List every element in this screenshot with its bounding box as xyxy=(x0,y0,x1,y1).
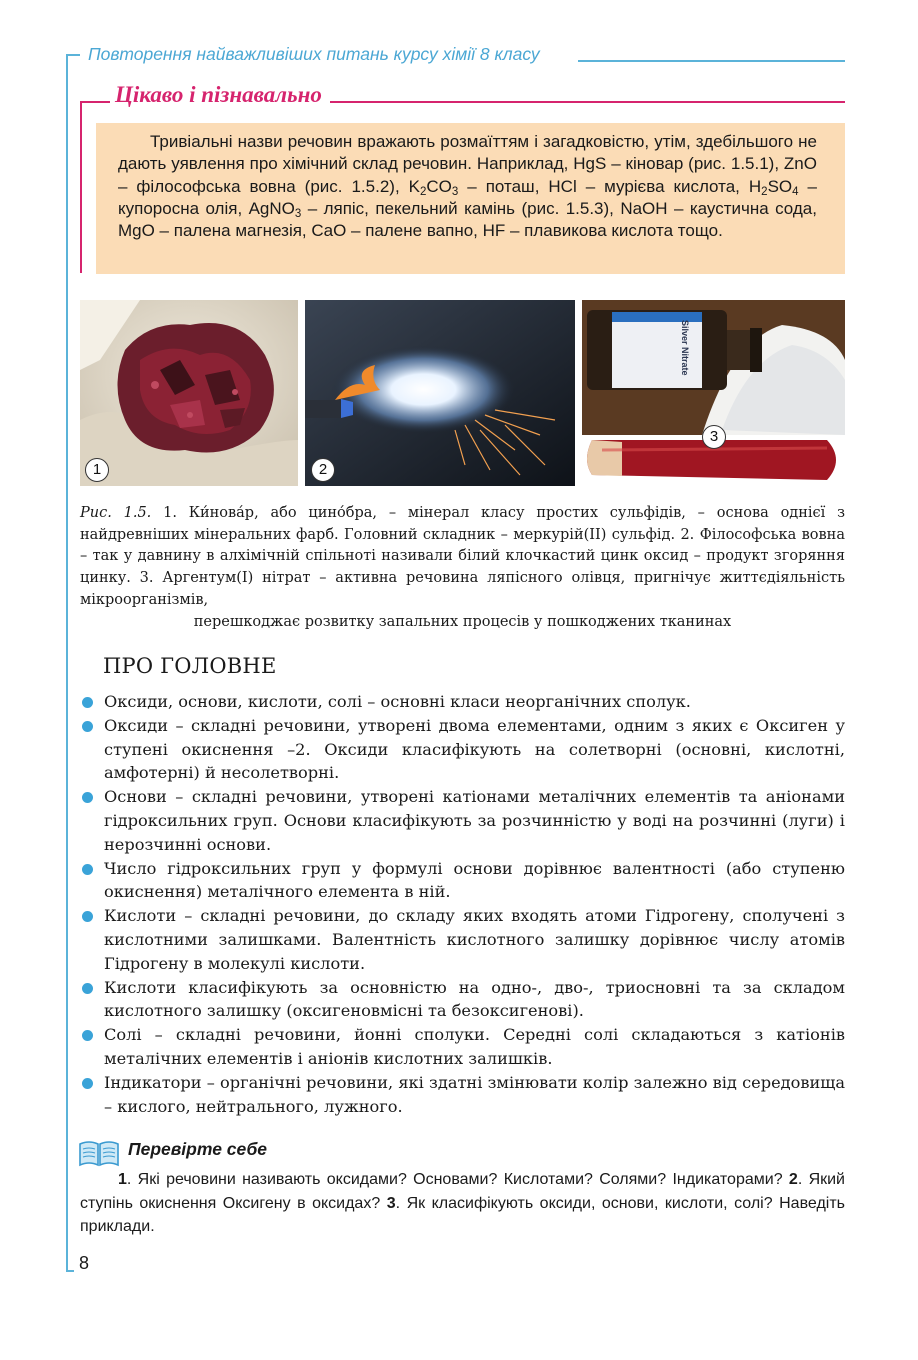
running-header: Повторення найважливіших питань курсу хімії 8 класу xyxy=(88,44,540,64)
section-title-underline-right xyxy=(330,101,845,103)
bullet-icon xyxy=(82,864,93,875)
summary-list xyxy=(80,690,845,1118)
caption-label: Рис. 1.5. xyxy=(80,505,152,521)
bullet-icon xyxy=(82,911,93,922)
summary-item: Солі – складні речовини, йонні сполуки. Середні солі складаються з катіонів металічних елементів і аніонів кислотних залишків. xyxy=(80,1023,845,1071)
bullet-icon xyxy=(82,1078,93,1089)
summary-item: Оксиди, основи, кислоти, солі – основні класи неорганічних сполук. xyxy=(80,690,845,714)
bullet-icon xyxy=(82,1030,93,1041)
photo-2-number: 2 xyxy=(311,458,335,482)
figure-caption xyxy=(80,503,845,633)
photo-zinc-burning xyxy=(305,300,575,486)
summary-item: Число гідроксильних груп у формулі основи дорівнює валентності (або ступеню окиснення) металічного елемента в ній. xyxy=(80,857,845,905)
fact-text: Тривіальні назви речовин вражають розмаїттям і загадковістю, утім, здебільшого не дають уявлення про хімічний склад речовин. Наприклад, HgS – кіновар (рис. 1.5.1), ZnO – філософська вовна (рис. 1.5.2), $K_2CO_3$ – поташ, HCl – мурієва кислота, $H_2SO_4$ – купоросна олія, AgNO$_3$ – ляпіс, пекельний камінь (рис. 1.5.3), NaOH – каустична сода, MgO – палена магнезія, CaO – палене вапно, HF – плавикова кислота тощо. xyxy=(118,132,817,241)
summary-heading: ПРО ГОЛОВНЕ xyxy=(103,654,277,678)
open-book-icon xyxy=(78,1139,120,1167)
section-title: Цікаво і пізнавально xyxy=(115,82,322,107)
summary-item: Оксиди – складні речовини, утворені двома елементами, одним з яких є Оксиген у ступені окиснення –2. Оксиди класифікують на солетворні (основні, кислотні, амфотерні) й несолетворні. xyxy=(80,714,845,785)
silver-nitrate-illustration xyxy=(582,300,845,486)
bullet-icon xyxy=(82,792,93,803)
bottle-label: Silver Nitrate xyxy=(680,320,690,376)
summary-item: Кислоти – складні речовини, до складу яких входять атоми Гідрогену, сполучені з кислотними залишками. Валентність кислотного залишку дорівнює числу атомів Гідрогену в молекулі кислоти. xyxy=(80,904,845,975)
bullet-icon xyxy=(82,721,93,732)
summary-item: Індикатори – органічні речовини, які здатні змінювати колір залежно від середовища – кислого, нейтрального, лужного. xyxy=(80,1071,845,1119)
frame-bottom-tick xyxy=(66,1270,74,1272)
frame-left-line xyxy=(66,54,68,1272)
photo-3-number: 3 xyxy=(702,425,726,449)
section-left-bar xyxy=(80,101,82,273)
photo-silver-nitrate xyxy=(582,300,845,486)
frame-top-right-line xyxy=(578,60,845,62)
caption-last-line: перешкоджає розвитку запальних процесів у пошкоджених тканинах xyxy=(193,613,732,630)
caption-body: 1. Ки́нова́р, або цино́бра, – мінерал класу простих сульфідів, – основа однієї з найдревніших мінеральних фарб. Головний складник – меркурій(II) сульфід. 2. Філософська вовна – так у давнину в алхімічній спільноті називали білий клочкастий цинк оксид – продукт згоряння цинку. 3. Аргентум(I) нітрат – активна речовина ляпісного олівця, пригнічує життєдіяльність мікроорганізмів, xyxy=(80,505,845,608)
section-title-underline-left xyxy=(80,101,110,103)
summary-item: Основи – складні речовини, утворені катіонами металічних елементів та аніонами гідроксильних груп. Основи класифікують за розчинністю у воді на розчинні (луги) і нерозчинні основи. xyxy=(80,785,845,856)
photo-1-number: 1 xyxy=(85,458,109,482)
cinnabar-illustration xyxy=(80,300,298,486)
bullet-icon xyxy=(82,697,93,708)
summary-item: Кислоти класифікують за основністю на одно-, дво-, триосновні та за складом кислотного залишку (оксигеновмісні та безоксигенові). xyxy=(80,976,845,1024)
check-yourself-title: Перевірте себе xyxy=(128,1139,268,1159)
check-yourself-questions: 1. Які речовини називають оксидами? Основами? Кислотами? Солями? Індикаторами? 2. Який ступінь окиснення Оксигену в оксидах? 3. Як класифікують оксиди, основи, кислоти, солі? Наведіть приклади. xyxy=(80,1171,846,1235)
flame-illustration xyxy=(305,300,575,486)
page-number: 8 xyxy=(79,1253,90,1273)
bullet-icon xyxy=(82,983,93,994)
frame-top-left-tick xyxy=(66,54,80,56)
photo-cinnabar xyxy=(80,300,298,486)
